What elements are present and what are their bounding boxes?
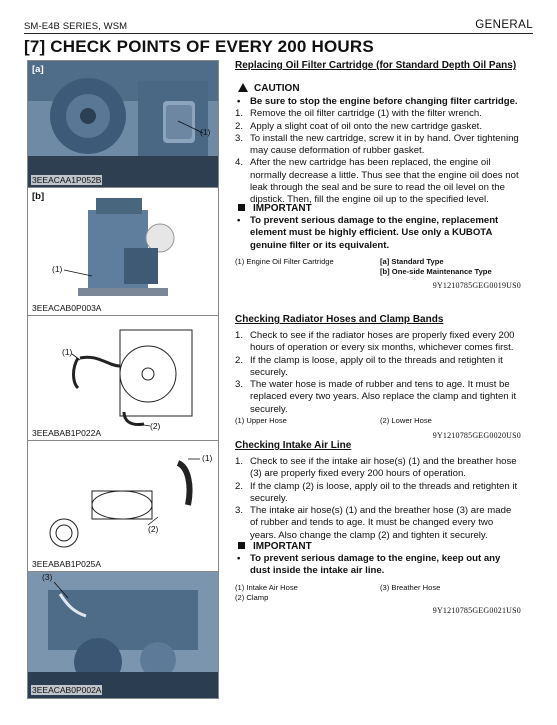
- engine-photo-c: [28, 572, 218, 698]
- caution-heading: [238, 83, 300, 94]
- important-bullet-intake: • To prevent serious damage to the engine, keep out any dust inside the intake air line.: [237, 553, 501, 577]
- important-heading-oil: IMPORTANT: [238, 203, 312, 214]
- important-heading-intake: IMPORTANT: [238, 541, 312, 552]
- legend-item: (1) Upper Hose: [235, 416, 287, 425]
- important-bullet-oil: • To prevent serious damage to the engine, replacement element must be highly efficient. Use only a KUBOTA genuine filter or its equivalent.: [237, 215, 499, 251]
- intake-illustration: [28, 441, 218, 572]
- reference-code: 9Y1210785GEG0021US0: [432, 606, 521, 615]
- legend-item: (3) Breather Hose: [380, 583, 441, 592]
- oil-filter-important: [235, 215, 520, 252]
- radiator-steps: [235, 330, 520, 416]
- figure-code: 3EEACAB0P003A: [32, 303, 102, 313]
- bullet-icon: •: [237, 553, 241, 564]
- reference-code: 9Y1210785GEG0020US0: [432, 431, 521, 440]
- oil-filter-step-1: 1. Remove the oil filter cartridge (1) with the filter wrench.: [235, 108, 482, 120]
- radiator-step-1: 1. Check to see if the radiator hoses are properly fixed every 200 hours of operation or every six months, whichever comes first.: [235, 330, 515, 354]
- legend-item: (2) Lower Hose: [380, 416, 432, 425]
- intake-title: Checking Intake Air Line: [235, 440, 352, 451]
- legend-item: [b] One-side Maintenance Type: [380, 267, 492, 276]
- callout-1: (1): [202, 453, 213, 463]
- engine-photo-a: [28, 61, 218, 188]
- figure-oil-filter-standard: [27, 60, 219, 189]
- radiator-step-2: 2. If the clamp is loose, apply oil to the threads and retighten it securely.: [235, 354, 503, 378]
- legend-item: [a] Standard Type: [380, 257, 444, 266]
- figure-code: 3EEABAB1P025A: [32, 559, 101, 569]
- section-label: GENERAL: [475, 19, 533, 31]
- legend-item: (1) Engine Oil Filter Cartridge: [235, 257, 334, 266]
- figure-code: 3EEACAB0P002A: [32, 685, 102, 695]
- callout-3: (3): [42, 572, 53, 582]
- oil-filter-step-3: 3. To install the new cartridge, screw it in by hand. Over tightening may cause deformation of rubber gasket.: [235, 132, 519, 157]
- header-rule: [24, 33, 533, 34]
- oil-filter-legend: [235, 257, 520, 281]
- reference-code: 9Y1210785GEG0019US0: [432, 281, 521, 290]
- figure-tag: [b]: [32, 191, 45, 202]
- intake-step-1: 1. Check to see if the intake air hose(s) (1) and the breather hose (3) are properly fixed every 200 hours of operation.: [235, 456, 517, 480]
- oil-filter-title: Replacing Oil Filter Cartridge (for Standard Depth Oil Pans): [235, 60, 517, 71]
- callout-1: (1): [62, 347, 73, 357]
- caution-triangle-icon: [238, 83, 248, 92]
- bullet-icon: •: [237, 215, 241, 226]
- figure-oil-filter-one-side: [27, 187, 219, 317]
- square-bullet-icon: [238, 542, 245, 549]
- figure-code: 3EEABAB1P022A: [32, 428, 101, 438]
- callout-1: (1): [200, 127, 211, 137]
- figure-code: 3EEACAA1P052B: [32, 175, 102, 185]
- oil-filter-steps: [235, 96, 520, 207]
- radiator-title: Checking Radiator Hoses and Clamp Bands: [235, 314, 444, 325]
- bullet-icon: •: [237, 96, 241, 107]
- legend-item: (1) Intake Air Hose: [235, 583, 298, 592]
- page-title: [7] CHECK POINTS OF EVERY 200 HOURS: [24, 37, 374, 56]
- caution-bullet: • Be sure to stop the engine before changing filter cartridge.: [237, 96, 518, 107]
- intake-legend: [235, 583, 520, 605]
- square-bullet-icon: [238, 204, 245, 211]
- caution-label: CAUTION: [254, 83, 300, 94]
- radiator-step-3: 3. The water hose is made of rubber and tens to age. It must be replaced every two years. Also replace the clamp and tighten it securely.: [235, 379, 517, 415]
- oil-filter-step-4: 4. After the new cartridge has been replaced, the engine oil normally decrease a little. Thus see that the engine oil does not leak through the seal and be sure to read the oil level on the dipstick. Then, fill the engine oil up to the specified level.: [235, 157, 519, 206]
- figure-radiator-hoses: [27, 315, 219, 442]
- figure-intake-air-line: [27, 440, 219, 573]
- oil-filter-step-2: 2. Apply a slight coat of oil onto the new cartridge gasket.: [235, 120, 482, 132]
- intake-important: [235, 553, 520, 578]
- figure-breather-hose: [27, 571, 219, 699]
- intake-steps: [235, 456, 520, 542]
- callout-2: (2): [148, 524, 159, 534]
- engine-photo-b: [28, 188, 218, 316]
- manual-series-label: SM-E4B SERIES, WSM: [24, 21, 128, 32]
- intake-step-2: 2. If the clamp (2) is loose, apply oil to the threads and retighten it securely.: [235, 480, 518, 504]
- intake-step-3: 3. The intake air hose(s) (1) and the breather hose (3) are made of rubber and tends to age. It must be changed every two years. Also change the clamp (2) and tighten it securely.: [235, 505, 512, 541]
- callout-1: (1): [52, 264, 63, 274]
- figure-tag: [a]: [32, 64, 44, 75]
- legend-item: (2) Clamp: [235, 593, 269, 602]
- radiator-legend: [235, 416, 520, 428]
- radiator-illustration: [28, 316, 218, 441]
- callout-2: (2): [150, 421, 161, 431]
